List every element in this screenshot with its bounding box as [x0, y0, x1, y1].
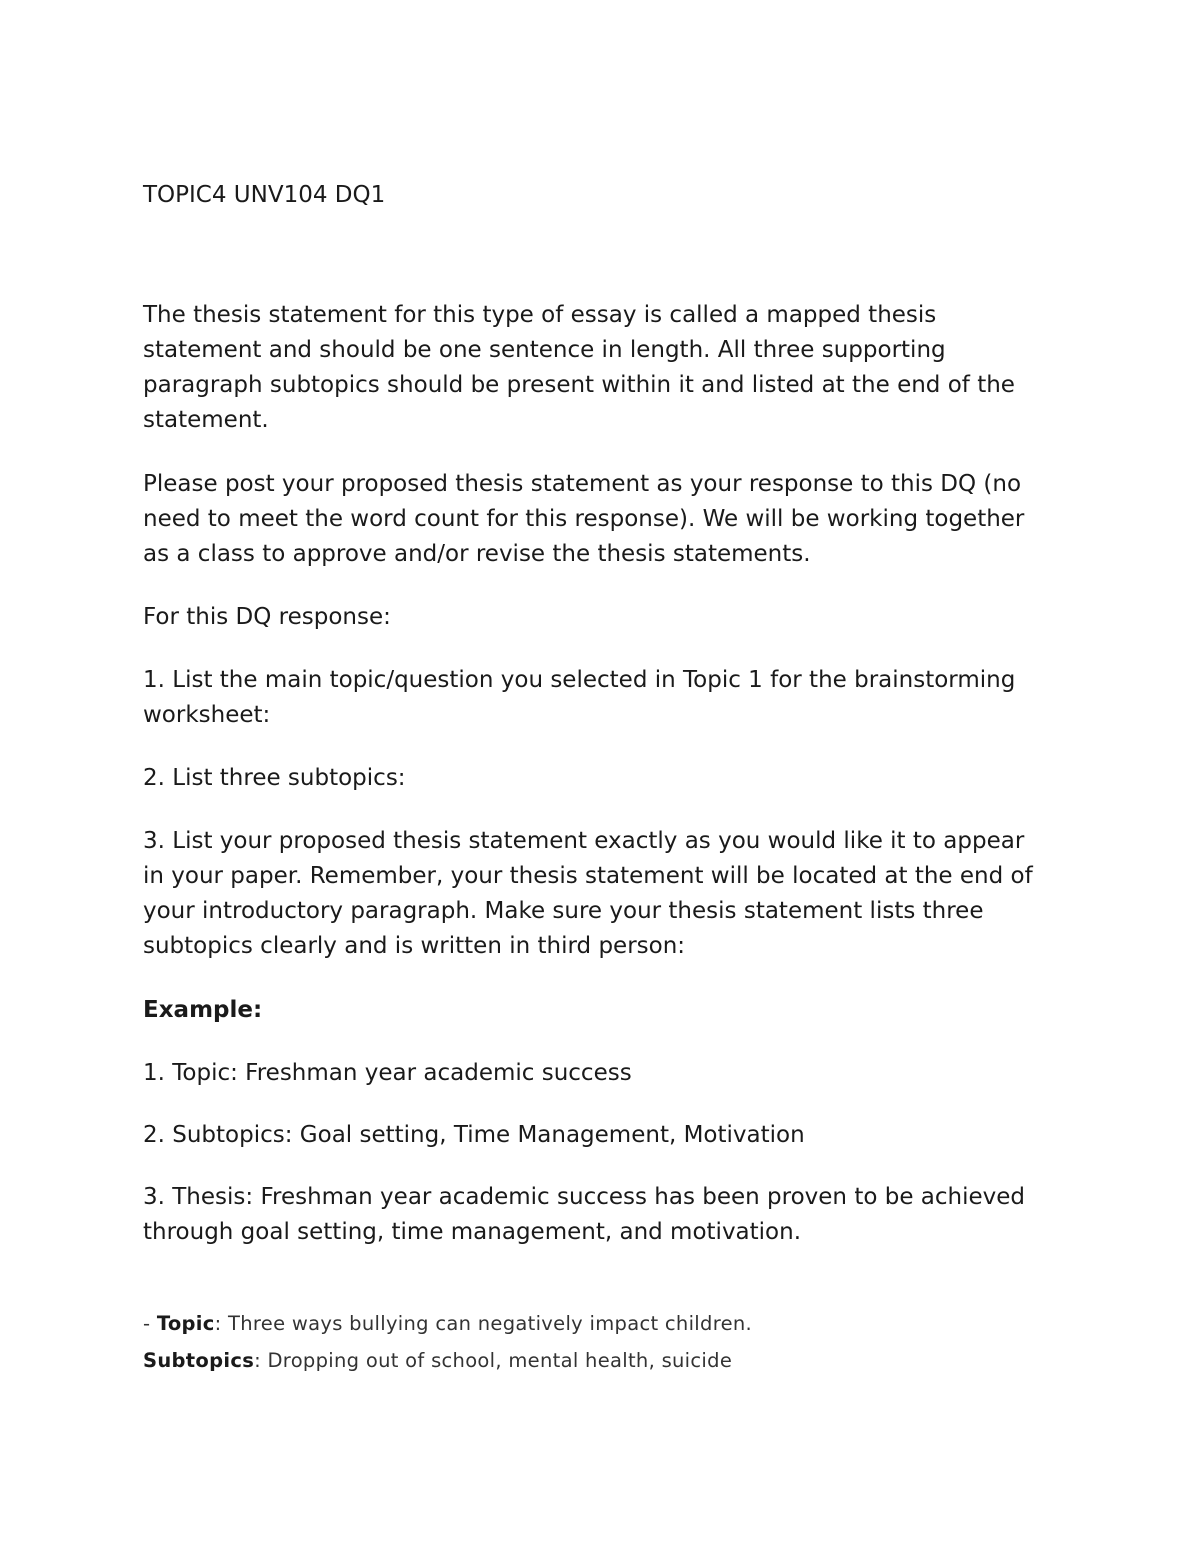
document-title: TOPIC4 UNV104 DQ1 — [143, 182, 386, 208]
response-heading: For this DQ response: — [143, 604, 391, 630]
answer-topic-text: : Three ways bullying can negatively impact children. — [214, 1312, 753, 1335]
example-thesis-line-1: 3. Thesis: Freshman year academic success has been proven to be achieved — [143, 1184, 1025, 1210]
answer-topic-prefix: - — [143, 1312, 157, 1335]
post-line-2: need to meet the word count for this response). We will be working together — [143, 506, 1025, 532]
answer-subtopics-label: Subtopics — [143, 1349, 255, 1372]
intro-line-1: The thesis statement for this type of essay is called a mapped thesis — [143, 302, 937, 328]
answer-topic-label: Topic — [156, 1312, 215, 1335]
step3-line-3: your introductory paragraph. Make sure your thesis statement lists three — [143, 898, 984, 924]
example-thesis-line-2: through goal setting, time management, and motivation. — [143, 1219, 802, 1245]
intro-line-2: statement and should be one sentence in length. All three supporting — [143, 337, 946, 363]
answer-subtopics-text: : Dropping out of school, mental health, suicide — [254, 1349, 733, 1372]
step3-line-4: subtopics clearly and is written in third person: — [143, 933, 686, 959]
intro-line-3: paragraph subtopics should be present within it and listed at the end of the — [143, 372, 1015, 398]
post-line-3: as a class to approve and/or revise the thesis statements. — [143, 541, 811, 567]
intro-line-4: statement. — [143, 407, 269, 433]
step3-line-1: 3. List your proposed thesis statement exactly as you would like it to appear — [143, 828, 1025, 854]
step3-line-2: in your paper. Remember, your thesis statement will be located at the end of — [143, 863, 1033, 889]
answer-subtopics-line — [143, 1346, 732, 1376]
step1-line-2: worksheet: — [143, 702, 271, 728]
example-subtopics: 2. Subtopics: Goal setting, Time Management, Motivation — [143, 1122, 805, 1148]
answer-topic-line — [143, 1309, 752, 1339]
example-topic: 1. Topic: Freshman year academic success — [143, 1060, 632, 1086]
step2-line: 2. List three subtopics: — [143, 765, 406, 791]
step1-line-1: 1. List the main topic/question you selected in Topic 1 for the brainstorming — [143, 667, 1016, 693]
post-line-1: Please post your proposed thesis statement as your response to this DQ (no — [143, 471, 1022, 497]
example-heading: Example: — [143, 997, 263, 1023]
